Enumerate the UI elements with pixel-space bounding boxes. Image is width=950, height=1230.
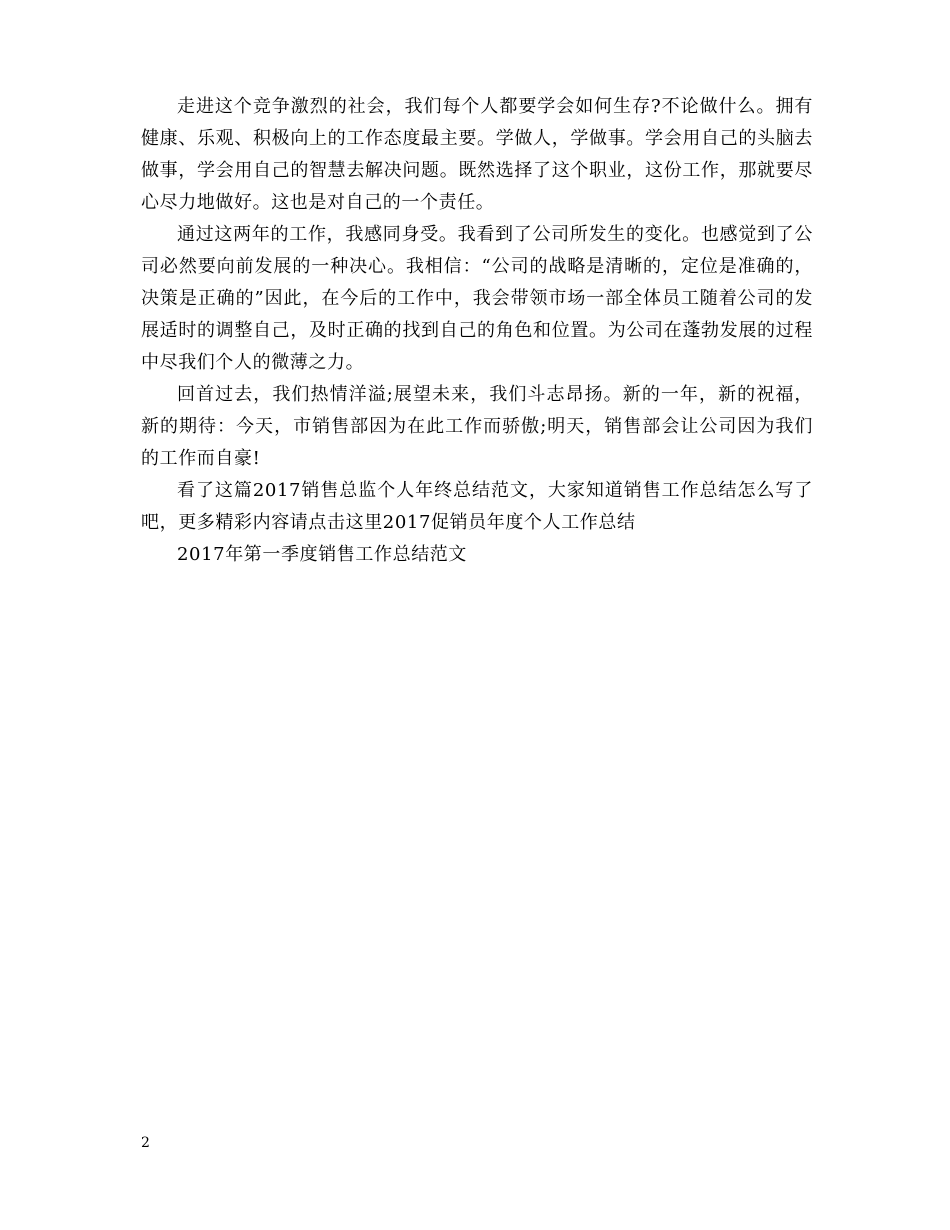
paragraph-looking-back: 回首过去，我们热情洋溢;展望未来，我们斗志昂扬。新的一年，新的祝福，新的期待：今天，市销售部因为在此工作而骄傲;明天，销售部会让公司因为我们的工作而自豪! (141, 384, 813, 469)
paragraph-related-link: 看了这篇2017销售总监个人年终总结范文，大家知道销售工作总结怎么写了吧，更多精彩内容请点击这里2017促销员年度个人工作总结 (141, 480, 813, 533)
paragraph-survival: 走进这个竞争激烈的社会，我们每个人都要学会如何生存?不论做什么。拥有健康、乐观、积极向上的工作态度最主要。学做人，学做事。学会用自己的头脑去做事，学会用自己的智慧去解决问题。既然选择了这个职业，这份工作，那就要尽心尽力地做好。这也是对自己的一个责任。 (141, 96, 813, 213)
paragraph-q1-summary-link: 2017年第一季度销售工作总结范文 (177, 544, 468, 565)
page-number: 2 (141, 1135, 150, 1151)
paragraph-two-years: 通过这两年的工作，我感同身受。我看到了公司所发生的变化。也感觉到了公司必然要向前发展的一种决心。我相信：“公司的战略是清晰的，定位是准确的，决策是正确的”因此，在今后的工作中，我会带领市场一部全体员工随着公司的发展适时的调整自己，及时正确的找到自己的角色和位置。为公司在蓬勃发展的过程中尽我们个人的微薄之力。 (141, 224, 813, 373)
document-body (141, 91, 813, 571)
